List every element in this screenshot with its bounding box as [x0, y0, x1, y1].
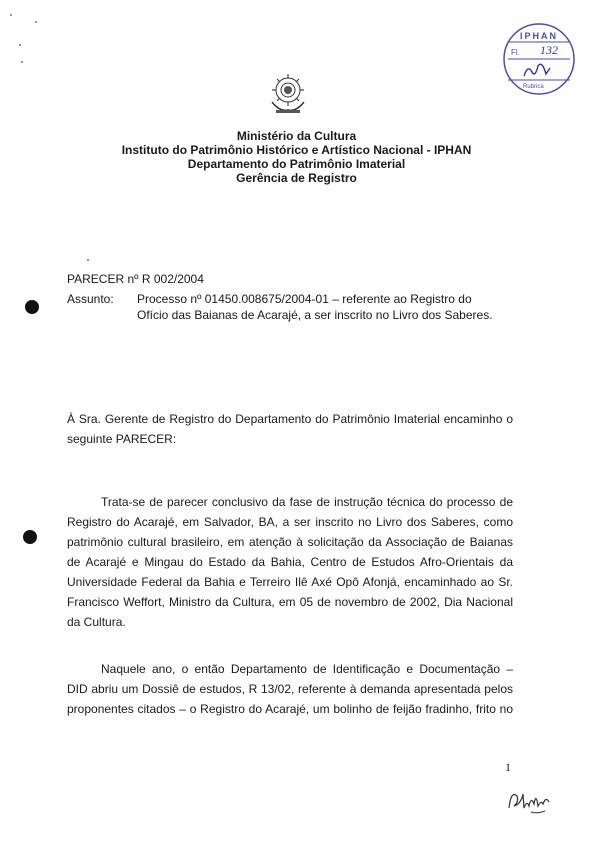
text-line: seguinte PARECER:: [67, 432, 177, 446]
text-line: DID abriu um Dossiê de estudos, R 13/02, referente à demanda apresentada pelos: [67, 682, 513, 696]
svg-text:IPHAN: IPHAN: [519, 31, 559, 41]
scan-speck: [10, 14, 12, 16]
department-name: Departamento do Patrimônio Imaterial: [187, 157, 406, 171]
svg-text:Fl.: Fl.: [511, 48, 520, 57]
text-line: Naquele ano, o então Departamento de Identificação e Documentação –: [101, 662, 513, 676]
punch-hole: [23, 530, 37, 544]
scan-speck: [21, 61, 23, 63]
text-line: Universidade Federal da Bahia e Terreiro Ilê Axé Opô Afonjá, encaminhado ao Sr.: [67, 575, 513, 589]
text-line: À Sra. Gerente de Registro do Departamento do Patrimônio Imaterial encaminho o: [67, 412, 513, 426]
scan-speck: [19, 44, 21, 46]
brazil-coat-of-arms-icon: [266, 72, 310, 116]
text-line: patrimônio cultural brasileiro, em atenção à solicitação da Associação de Baianas: [67, 535, 513, 549]
punch-hole: [25, 300, 39, 314]
svg-text:132: 132: [540, 43, 558, 57]
svg-text:Rubrica: Rubrica: [523, 84, 544, 90]
ink-mark: [87, 259, 89, 261]
text-line: Trata-se de parecer conclusivo da fase de instrução técnica do processo de: [101, 495, 513, 509]
body-paragraph-1: [67, 492, 513, 632]
iphan-folio-stamp: [502, 22, 576, 96]
parecer-number: PARECER nº R 002/2004: [67, 272, 204, 286]
text-line: de Acarajé e Mingau do Estado da Bahia, Centro de Estudos Afro-Orientais da: [67, 555, 513, 569]
salutation-paragraph: [67, 409, 513, 449]
institute-name: Instituto do Patrimônio Histórico e Artístico Nacional - IPHAN: [121, 143, 472, 157]
assunto-text-line: Processo nº 01450.008675/2004-01 – referente ao Registro do: [137, 292, 472, 306]
text-line: Francisco Weffort, Ministro da Cultura, em 05 de novembro de 2002, Dia Nacional: [67, 595, 513, 609]
handwritten-initials: [505, 782, 555, 816]
body-paragraph-2: [67, 659, 513, 719]
ministry-name: Ministério da Cultura: [236, 129, 357, 143]
division-name: Gerência de Registro: [236, 171, 357, 185]
assunto-text-line: Ofício das Baianas de Acarajé, a ser inscrito no Livro dos Saberes.: [137, 308, 493, 322]
assunto-label: Assunto:: [67, 292, 114, 306]
text-line: Registro do Acarajé, em Salvador, BA, a ser inscrito no Livro dos Saberes, como: [67, 515, 513, 529]
scan-speck: [35, 21, 37, 23]
page-number: 1: [505, 760, 511, 774]
text-line: proponentes citados – o Registro do Acarajé, um bolinho de feijão fradinho, frito no: [67, 702, 513, 716]
text-line: da Cultura.: [67, 615, 126, 629]
